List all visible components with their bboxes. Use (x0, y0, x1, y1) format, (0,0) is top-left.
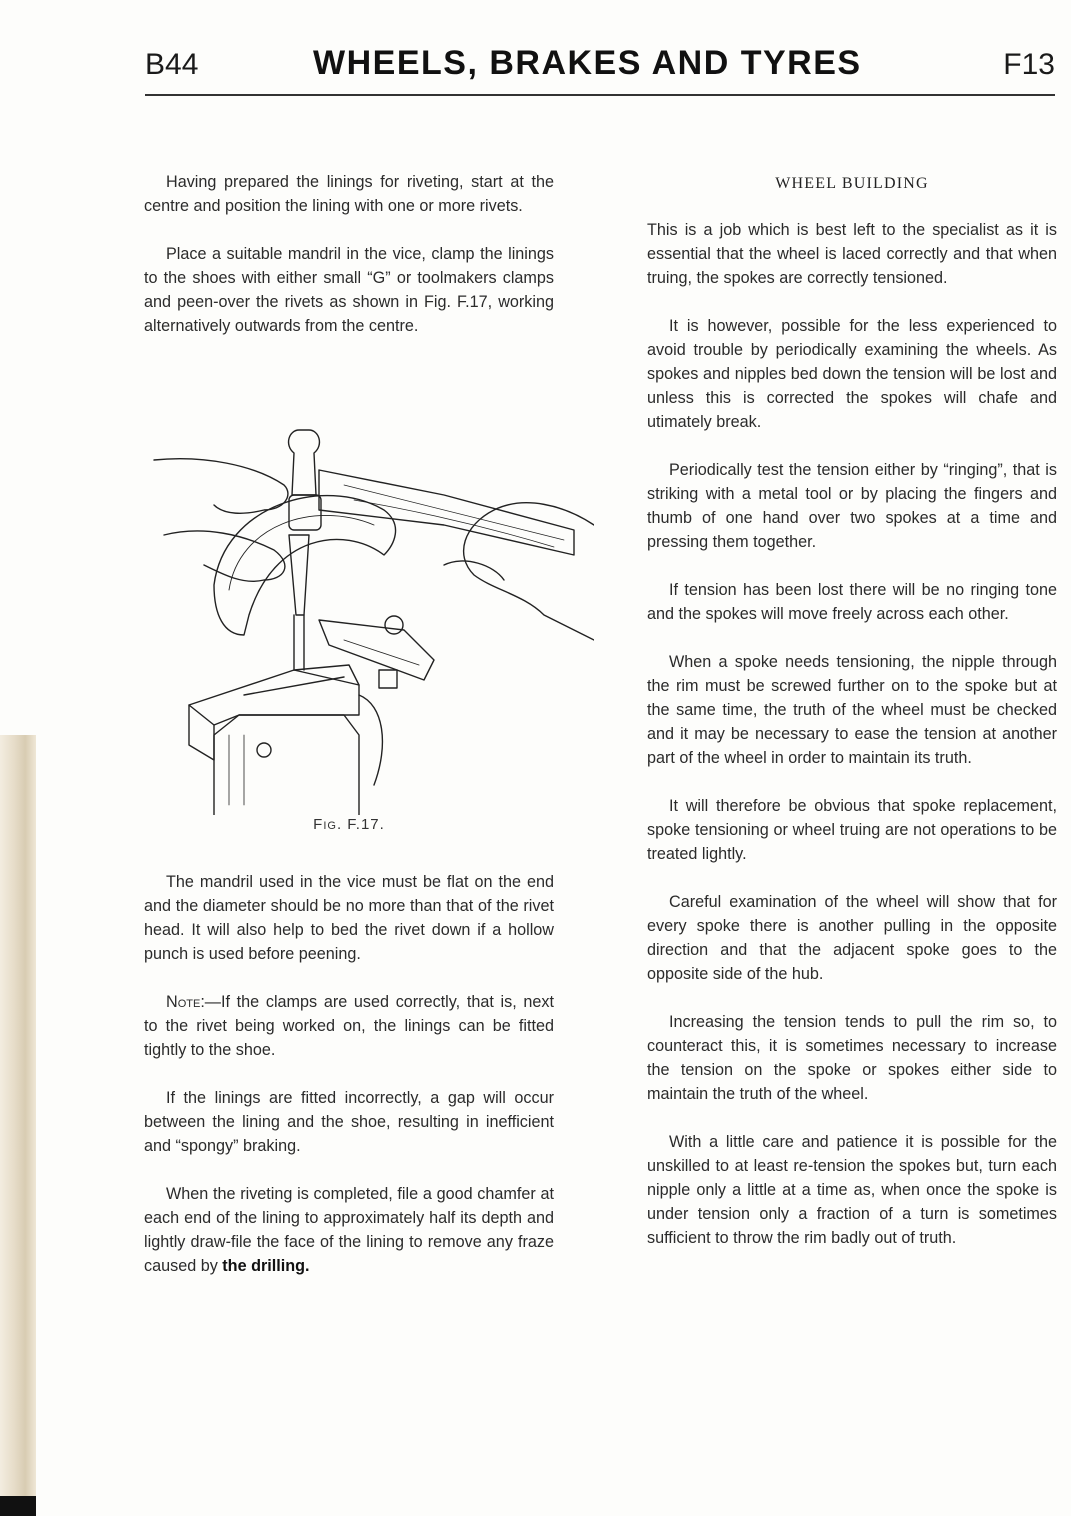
page-title: WHEELS, BRAKES AND TYRES (313, 44, 862, 82)
note-paragraph (144, 990, 554, 1062)
left-column-lower (144, 870, 554, 1302)
paragraph: Careful examination of the wheel will show that for every spoke there is another pulling in the opposite direction and that the adjacent spoke goes to the opposite side of the hub. (647, 893, 1057, 983)
page-header (145, 40, 1055, 96)
clamp-screw (379, 670, 397, 688)
vice-bolt (257, 743, 271, 757)
right-column (647, 170, 1057, 1274)
paragraph: This is a job which is best left to the specialist as it is essential that the wheel is laced correctly and that when truing, the spokes are correctly tensioned. (647, 221, 1057, 287)
paragraph: It is however, possible for the less experienced to avoid trouble by periodically examining the wheels. As spokes and nipples bed down the tension will be lost and unless this is corrected the spokes will chafe and utimately break. (647, 317, 1057, 431)
vice-body (214, 715, 359, 815)
section-heading: WHEEL BUILDING (775, 175, 929, 192)
figure-f17 (144, 415, 594, 845)
riveting-illustration (144, 415, 594, 815)
hammer-head (289, 430, 320, 495)
paragraph: Having prepared the linings for riveting, start at the centre and position the lining with one or more rivets. (144, 173, 554, 215)
clamp (319, 620, 434, 680)
page-section-code: B44 (145, 48, 199, 81)
paragraph-text: When the riveting is completed, file a good chamfer at each end of the lining to approximately half its depth and lightly draw-file the face of the lining to remove any fraze caused by (144, 1185, 554, 1275)
paragraph-end-text: the drilling. (222, 1257, 310, 1275)
vice-handle-end (189, 705, 214, 760)
left-hand (154, 459, 288, 514)
paragraph: Place a suitable mandril in the vice, clamp the linings to the shoes with either small “G” or toolmakers clamps and peen-over the rivets as shown in Fig. F.17, working alternatively outwards from the centre. (144, 245, 554, 335)
punch (289, 535, 309, 615)
paragraph: If the linings are fitted incorrectly, a gap will occur between the lining and the shoe, resulting in inefficient and “spongy” braking. (144, 1089, 554, 1155)
paragraph (144, 1182, 554, 1278)
paragraph: If tension has been lost there will be no ringing tone and the spokes will move freely across each other. (647, 581, 1057, 623)
right-hand (464, 503, 594, 640)
paragraph: When a spoke needs tensioning, the nipple through the rim must be screwed further on to the spoke but at the same time, the truth of the wheel must be checked and it may be necessary to ease the tension at another part of the wheel in order to maintain its truth. (647, 653, 1057, 767)
paragraph: It will therefore be obvious that spoke replacement, spoke tensioning or wheel truing are not operations to be treated lightly. (647, 797, 1057, 863)
left-column (144, 170, 554, 362)
header-rule (145, 94, 1055, 96)
paragraph: Periodically test the tension either by “ringing”, that is striking with a metal tool or by placing the fingers and thumb of one hand over two spokes at a time and pressing them together. (647, 461, 1057, 551)
page-number: F13 (1003, 48, 1055, 81)
paragraph: With a little care and patience it is possible for the unskilled to at least re-tension the spokes but, turn each nipple only a little at a time as, when once the spoke is under tension only a fraction of a turn is sometimes sufficient to throw the rim badly out of truth. (647, 1133, 1057, 1247)
page-binding-mark (0, 1496, 36, 1516)
paragraph: Increasing the tension tends to pull the rim so, to counteract this, it is sometimes necessary to increase the tension on the spoke or spokes either side to maintain the truth of the wheel. (647, 1013, 1057, 1103)
mandril (294, 615, 304, 670)
page-binding-edge (0, 735, 36, 1516)
figure-caption: Fig. F.17. (313, 816, 385, 833)
note-text: :—If the clamps are used correctly, that is, next to the rivet being worked on, the linings can be fitted tightly to the shoe. (144, 993, 554, 1059)
paragraph: The mandril used in the vice must be flat on the end and the diameter should be no more than that of the rivet head. It will also help to bed the rivet down if a hollow punch is used before peening. (144, 873, 554, 963)
note-label: Note (166, 993, 201, 1011)
